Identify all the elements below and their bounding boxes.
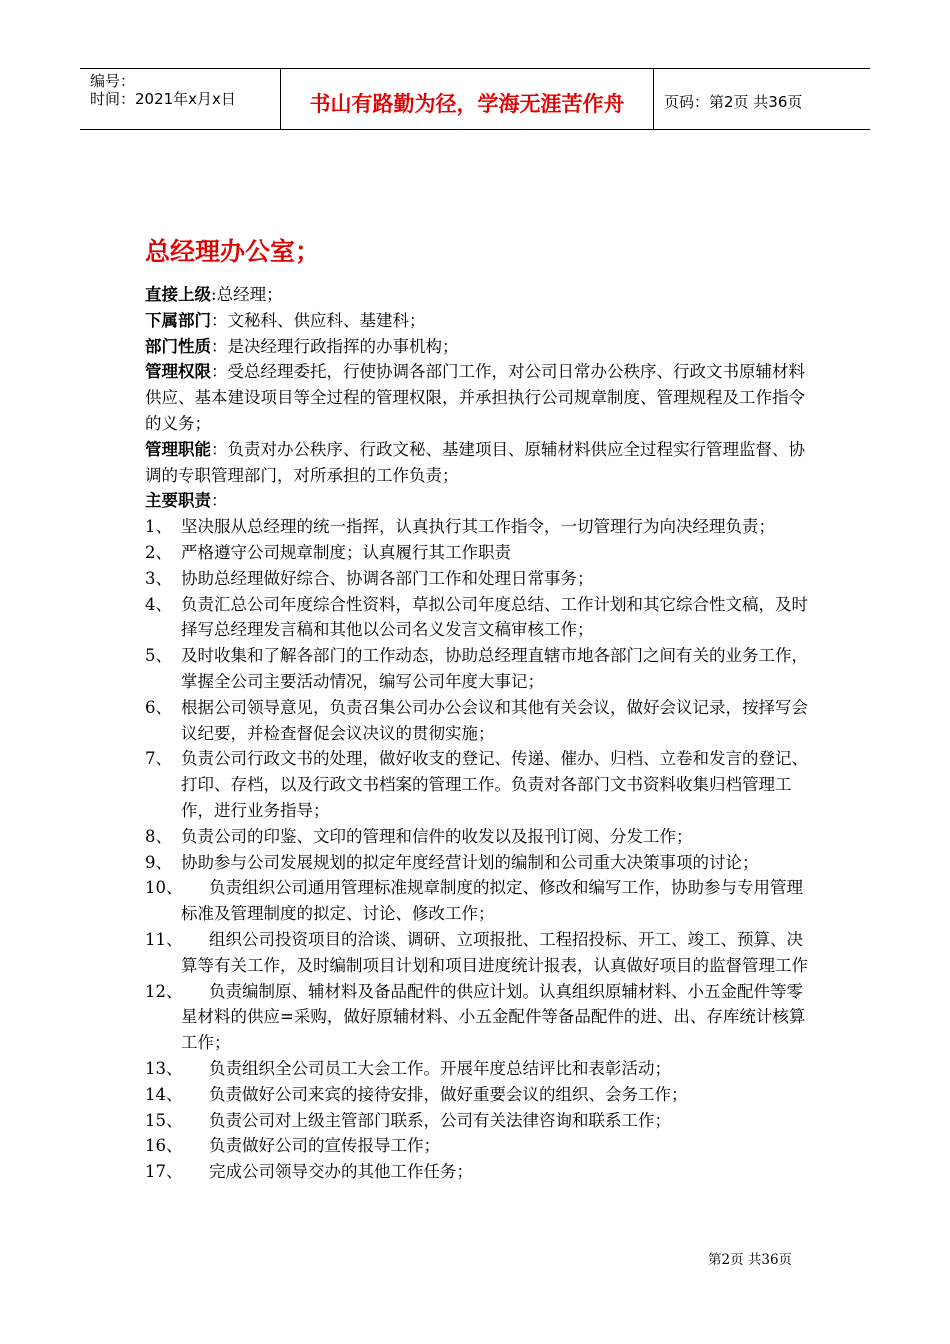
duty-number: 12、 bbox=[145, 981, 183, 1001]
duty-text: 及时收集和了解各部门的工作动态，协助总经理直辖市地各部门之间有关的业务工作，掌握全公司主要活动情况，编写公司年度大事记； bbox=[181, 646, 808, 691]
duty-item bbox=[145, 979, 815, 1056]
duty-text: 严格遵守公司规章制度；认真履行其工作职责 bbox=[181, 542, 511, 562]
duty-item bbox=[145, 746, 815, 823]
duty-number: 16、 bbox=[145, 1136, 183, 1156]
page-header bbox=[80, 68, 870, 130]
duties-heading bbox=[145, 488, 815, 514]
duty-number: 17、 bbox=[145, 1162, 183, 1182]
duty-item bbox=[145, 824, 815, 850]
duty-text: 坚决服从总经理的统一指挥，认真执行其工作指令，一切管理行为向决经理负责； bbox=[181, 517, 775, 537]
field-text: 文秘科、供应科、基建科； bbox=[227, 310, 426, 330]
duty-number: 11、 bbox=[145, 929, 183, 949]
field-label: 下属部门 bbox=[145, 310, 211, 330]
document-number-label: 编号： bbox=[90, 72, 136, 90]
duty-number: 9、 bbox=[145, 852, 172, 872]
field-management-authority bbox=[145, 359, 815, 436]
header-motto: 书山有路勤为径，学海无涯苦作舟 bbox=[309, 92, 625, 116]
duty-number: 5、 bbox=[145, 646, 172, 666]
duty-item bbox=[145, 850, 815, 876]
field-label: 管理职能 bbox=[145, 439, 211, 459]
duty-item bbox=[145, 1159, 815, 1185]
duty-text: 负责编制原、辅材料及备品配件的供应计划。认真组织原辅材料、小五金配件等零星材料的供应=采购，做好原辅材料、小五金配件等备品配件的进、出、存库统计核算工作； bbox=[181, 981, 806, 1053]
field-separator: ： bbox=[211, 439, 228, 459]
field-text: 负责对办公秩序、行政文秘、基建项目、原辅材料供应全过程实行管理监督、协调的专职管理部门，对所承担的工作负责； bbox=[145, 439, 805, 485]
duty-number: 14、 bbox=[145, 1084, 183, 1104]
duty-text: 协助参与公司发展规划的拟定年度经营计划的编制和公司重大决策事项的讨论； bbox=[181, 852, 759, 872]
duty-text: 负责公司对上级主管部门联系，公司有关法律咨询和联系工作； bbox=[209, 1110, 671, 1130]
duty-item bbox=[145, 1133, 815, 1159]
field-direct-superior bbox=[145, 282, 815, 308]
field-subordinate-departments bbox=[145, 308, 815, 334]
duty-item bbox=[145, 592, 815, 644]
field-management-function bbox=[145, 437, 815, 489]
duty-text: 负责公司行政文书的处理，做好收支的登记、传递、催办、归档、立卷和发言的登记、打印、存档，以及行政文书档案的管理工作。负责对各部门文书资料收集归档管理工作，进行业务指导； bbox=[181, 749, 808, 820]
duty-number: 6、 bbox=[145, 697, 172, 717]
duty-text: 负责做好公司来宾的接待安排，做好重要会议的组织、会务工作； bbox=[209, 1084, 688, 1104]
header-meta bbox=[80, 69, 281, 129]
duty-number: 7、 bbox=[145, 749, 172, 769]
duty-text: 组织公司投资项目的洽谈、调研、立项报批、工程招投标、开工、竣工、预算、决算等有关工作，及时编制项目计划和项目进度统计报表，认真做好项目的监督管理工作 bbox=[181, 929, 808, 975]
duty-item bbox=[145, 927, 815, 979]
duty-text: 负责组织全公司员工大会工作。开展年度总结评比和表彰活动； bbox=[209, 1058, 671, 1078]
field-separator: ： bbox=[211, 336, 228, 356]
field-label: 部门性质 bbox=[145, 336, 211, 356]
duty-number: 3、 bbox=[145, 568, 172, 588]
document-time-label: 时间：2021年x月x日 bbox=[90, 90, 236, 108]
duty-item bbox=[145, 875, 815, 927]
page-footer: 第2页 共36页 bbox=[708, 1252, 793, 1268]
header-page-number: 页码：第2页 共36页 bbox=[664, 93, 803, 111]
field-separator: ： bbox=[211, 362, 228, 382]
duty-number: 10、 bbox=[145, 878, 183, 898]
section-title: 总经理办公室； bbox=[145, 237, 321, 266]
duty-number: 8、 bbox=[145, 826, 172, 846]
field-text: 是决经理行政指挥的办事机构； bbox=[227, 336, 459, 356]
field-separator: : bbox=[211, 285, 217, 304]
duty-text: 完成公司领导交办的其他工作任务； bbox=[209, 1162, 473, 1182]
field-separator: ： bbox=[211, 310, 228, 330]
duties-separator: ： bbox=[211, 491, 228, 511]
duty-item bbox=[145, 695, 815, 747]
duty-item bbox=[145, 643, 815, 695]
duty-text: 负责汇总公司年度综合性资料，草拟公司年度总结、工作计划和其它综合性文稿，及时择写总经理发言稿和其他以公司名义发言文稿审核工作； bbox=[181, 594, 808, 640]
field-text: 受总经理委托，行使协调各部门工作，对公司日常办公秩序、行政文书原辅材料供应、基本建设项目等全过程的管理权限，并承担执行公司规章制度、管理规程及工作指令的义务； bbox=[145, 362, 805, 433]
duty-item bbox=[145, 540, 815, 566]
duty-item bbox=[145, 1056, 815, 1082]
duty-item bbox=[145, 566, 815, 592]
duty-text: 负责公司的印鉴、文印的管理和信件的收发以及报刊订阅、分发工作； bbox=[181, 826, 693, 846]
duty-number: 4、 bbox=[145, 594, 172, 614]
duty-number: 15、 bbox=[145, 1110, 183, 1130]
duty-number: 1、 bbox=[145, 517, 172, 537]
duty-text: 协助总经理做好综合、协调各部门工作和处理日常事务； bbox=[181, 568, 594, 588]
field-text: 总经理； bbox=[216, 285, 283, 304]
duty-text: 负责组织公司通用管理标准规章制度的拟定、修改和编写工作，协助参与专用管理标准及管理制度的拟定、讨论、修改工作； bbox=[181, 878, 803, 924]
duty-number: 13、 bbox=[145, 1058, 183, 1078]
duty-item bbox=[145, 1082, 815, 1108]
document-body bbox=[145, 282, 815, 1185]
header-page-cell bbox=[654, 69, 870, 129]
duty-number: 2、 bbox=[145, 542, 172, 562]
duty-text: 负责做好公司的宣传报导工作； bbox=[209, 1136, 440, 1156]
header-motto-cell bbox=[281, 69, 654, 129]
duty-text: 根据公司领导意见，负责召集公司办公会议和其他有关会议，做好会议记录，按择写会议纪要，并检查督促会议决议的贯彻实施； bbox=[181, 697, 808, 743]
field-label: 直接上级 bbox=[145, 285, 211, 304]
duties-label: 主要职责 bbox=[145, 491, 211, 511]
duty-item bbox=[145, 514, 815, 540]
field-label: 管理权限 bbox=[145, 362, 211, 382]
duty-item bbox=[145, 1108, 815, 1134]
field-department-nature bbox=[145, 334, 815, 360]
